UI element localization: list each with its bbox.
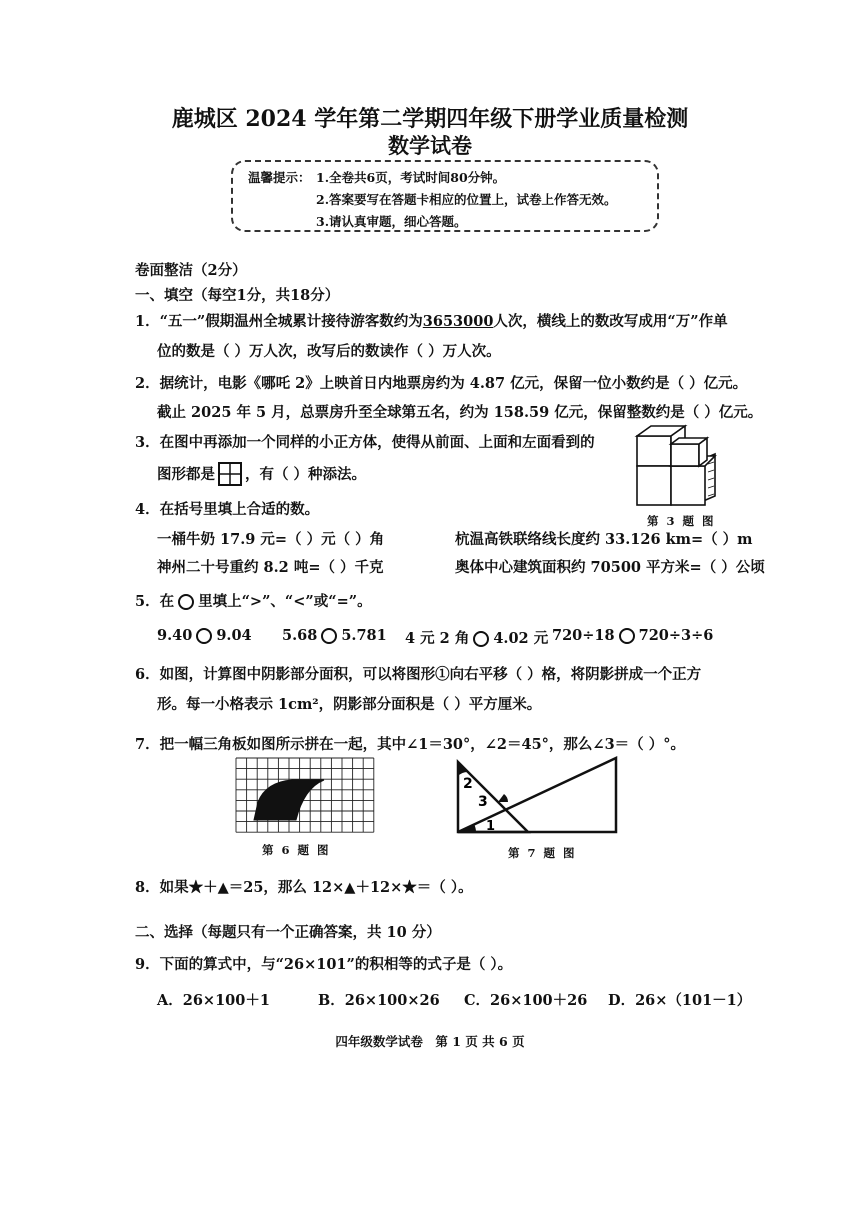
page-footer: 四年级数学试卷 第 1 页 共 6 页 xyxy=(335,1034,525,1049)
q4-item-c: 神州二十号重约 8.2 吨=（ ）千克 xyxy=(157,559,384,576)
q6-line2: 形。每一小格表示 1cm²，阴影部分面积是（ ）平方厘米。 xyxy=(157,696,542,713)
q6-line1: 6．如图，计算图中阴影部分面积，可以将图形①向右平移（ ）格，将阴影拼成一个正方 xyxy=(135,666,702,683)
q2-line2: 截止 2025 年 5 月，总票房升至全球第五名，约为 158.59 亿元，保留整数约是（ ）亿元。 xyxy=(157,404,763,421)
q5-pair-1 xyxy=(157,627,252,644)
section-2-title: 二、选择（每题只有一个正确答案，共 10 分） xyxy=(135,924,441,941)
q5-pair-1-left: 9.40 xyxy=(157,627,193,644)
q5-text-a: 5．在 xyxy=(135,593,175,610)
q5-pair-1-right: 9.04 xyxy=(216,627,252,644)
q9-option-a[interactable]: A．26×100＋1 xyxy=(157,992,270,1009)
q3-line1: 3．在图中再添加一个同样的小正方体，使得从前面、上面和左面看到的 xyxy=(135,434,595,451)
two-by-two-grid-icon xyxy=(218,462,242,486)
q5-pair-3 xyxy=(405,627,548,648)
q5-pair-2 xyxy=(282,627,387,644)
q1-line2: 位的数是（ ）万人次，改写后的数读作（ ）万人次。 xyxy=(157,343,501,360)
q8-line1: 8．如果★＋▲＝25，那么 12×▲＋12×★＝（ ）。 xyxy=(135,879,473,896)
q9-option-d[interactable]: D．26×（101－1） xyxy=(608,992,752,1009)
compare-circle-icon[interactable] xyxy=(619,628,635,644)
notice-label: 温馨提示： xyxy=(248,170,311,185)
q7-line1: 7．把一幅三角板如图所示拼在一起，其中∠1＝30°，∠2＝45°，那么∠3＝（ ）°。 xyxy=(135,736,685,753)
q7-caption: 第 7 题 图 xyxy=(508,846,577,860)
q5-pair-4-left: 720÷18 xyxy=(552,627,615,644)
compare-circle-icon[interactable] xyxy=(321,628,337,644)
q7-angle-3-label: 3 xyxy=(478,794,488,810)
q5-text-b: 里填上“>”、“<”或“=”。 xyxy=(198,593,372,610)
q5-pair-2-left: 5.68 xyxy=(282,627,318,644)
q4-item-a: 一桶牛奶 17.9 元=（ ）元（ ）角 xyxy=(157,531,385,548)
q2-line1: 2．据统计，电影《哪吒 2》上映首日内地票房约为 4.87 亿元，保留一位小数约是（ ）亿元。 xyxy=(135,375,748,392)
q7-angle-2-label: 2 xyxy=(463,776,473,792)
compare-circle-icon[interactable] xyxy=(473,631,489,647)
q3-line2 xyxy=(157,462,366,486)
q3-text-a: 图形都是 xyxy=(157,466,215,483)
exam-subtitle: 数学试卷 xyxy=(388,133,472,158)
neatness-line: 卷面整洁（2分） xyxy=(135,262,247,279)
q6-grid-figure xyxy=(232,754,380,836)
q5-pair-3-left: 4 元 2 角 xyxy=(405,630,470,647)
q6-caption: 第 6 题 图 xyxy=(262,843,331,857)
notice-item-1: 1.全卷共6页，考试时间80分钟。 xyxy=(316,170,506,185)
q5-pair-3-right: 4.02 元 xyxy=(493,630,549,647)
q5-pair-4 xyxy=(552,627,713,644)
compare-circle-icon[interactable] xyxy=(196,628,212,644)
q4-item-d: 奥体中心建筑面积约 70500 平方米=（ ）公顷 xyxy=(455,559,765,576)
q9-option-b[interactable]: B．26×100×26 xyxy=(318,992,440,1009)
q9-option-c[interactable]: C．26×100＋26 xyxy=(464,992,588,1009)
q3-caption: 第 3 题 图 xyxy=(647,514,716,528)
q1-text-a: 1．“五一”假期温州全城累计接待游客数约为 xyxy=(135,313,423,330)
q7-angle-1-label: 1 xyxy=(486,819,496,834)
q4-item-b: 杭温高铁联络线长度约 33.126 km=（ ）m xyxy=(455,531,753,548)
q7-triangle-figure xyxy=(446,754,618,836)
q4-line1: 4．在括号里填上合适的数。 xyxy=(135,501,320,518)
compare-circle-icon xyxy=(178,594,194,610)
notice-item-3: 3.请认真审题，细心答题。 xyxy=(316,214,467,229)
q3-cube-figure xyxy=(628,422,723,512)
exam-title: 鹿城区 2024 学年第二学期四年级下册学业质量检测 xyxy=(171,106,689,132)
q5-pair-2-right: 5.781 xyxy=(341,627,387,644)
q3-text-b: ，有（ ）种添法。 xyxy=(245,466,367,483)
q1-number: 3653000 xyxy=(422,313,494,330)
q1-line1 xyxy=(135,310,728,331)
q9-stem: 9．下面的算式中，与“26×101”的积相等的式子是（ ）。 xyxy=(135,956,513,973)
q1-text-b: 人次，横线上的数改写成用“万”作单 xyxy=(493,313,728,330)
section-1-title: 一、填空（每空1分，共18分） xyxy=(135,287,340,304)
notice-item-2: 2.答案要写在答题卡相应的位置上，试卷上作答无效。 xyxy=(316,192,617,207)
q5-pair-4-right: 720÷3÷6 xyxy=(638,627,714,644)
q5-line1 xyxy=(135,590,372,611)
